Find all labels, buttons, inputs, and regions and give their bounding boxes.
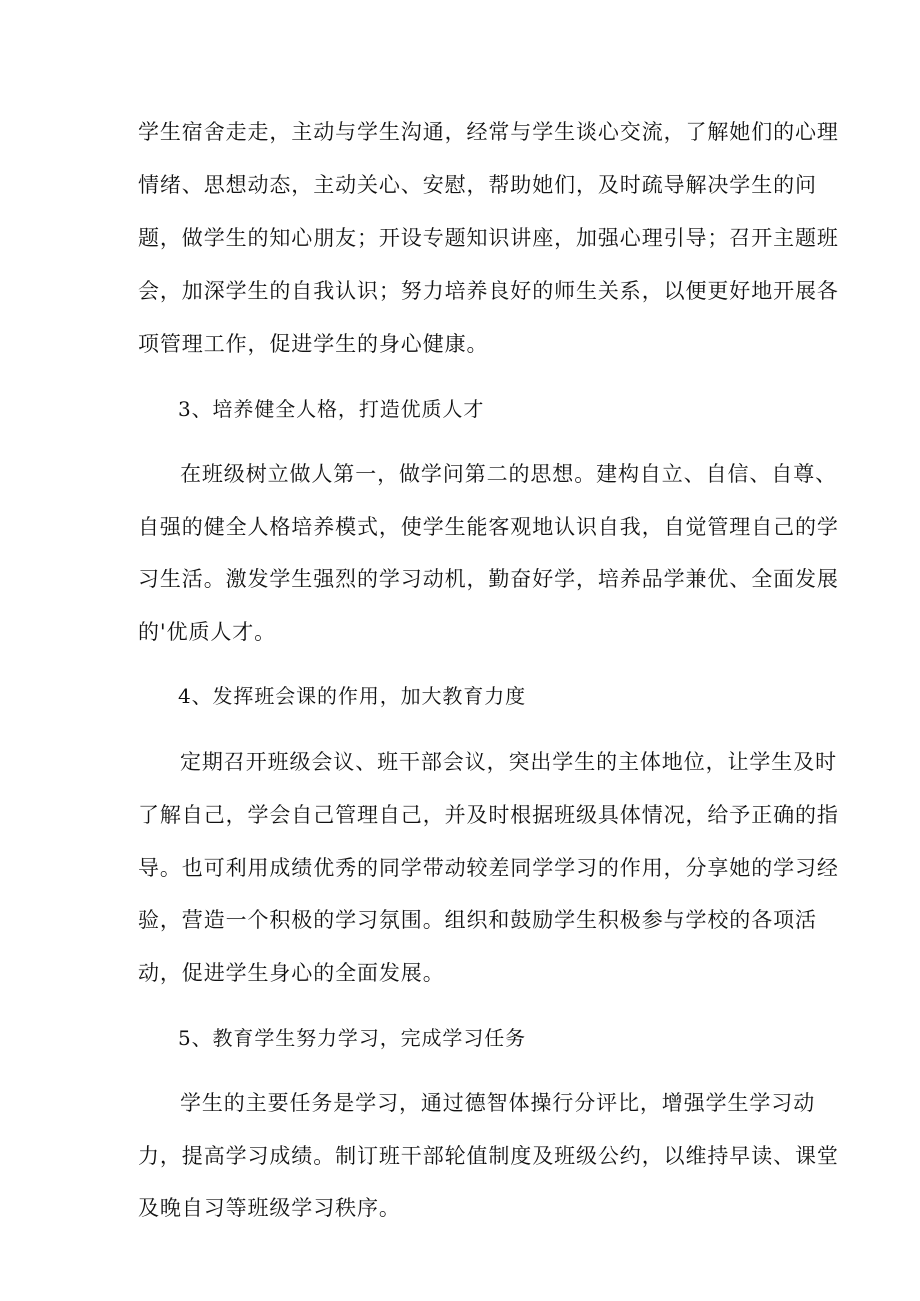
paragraph-line: 情绪、思想动态，主动关心、安慰，帮助她们，及时疏导解决学生的问 <box>138 173 817 197</box>
section-heading-5: 5、教育学生努力学习，完成学习任务 <box>178 1026 527 1050</box>
paragraph-line: 及晚自习等班级学习秩序。 <box>138 1196 401 1220</box>
paragraph-line: 了解自己，学会自己管理自己，并及时根据班级具体情况，给予正确的指 <box>138 803 839 827</box>
paragraph-first-line: 定期召开班级会议、班干部会议，突出学生的主体地位，让学生及时 <box>180 750 837 774</box>
paragraph-first-line: 在班级树立做人第一，做学问第二的思想。建构自立、自信、自尊、 <box>180 462 837 486</box>
paragraph-line: 动，促进学生身心的全面发展。 <box>138 961 445 985</box>
section-heading-3: 3、培养健全人格，打造优质人才 <box>178 397 485 421</box>
paragraph-line: 学生宿舍走走，主动与学生沟通，经常与学生谈心交流，了解她们的心理 <box>138 120 839 144</box>
paragraph-line: 导。也可利用成绩优秀的同学带动较差同学学习的作用，分享她的学习经 <box>138 856 839 880</box>
section-heading-4: 4、发挥班会课的作用，加大教育力度 <box>178 684 527 708</box>
paragraph-first-line: 学生的主要任务是学习，通过德智体操行分评比，增强学生学习动 <box>180 1091 816 1115</box>
paragraph-line: 习生活。激发学生强烈的学习动机，勤奋好学，培养品学兼优、全面发展 <box>138 567 839 591</box>
paragraph-line: 自强的健全人格培养模式，使学生能客观地认识自我，自觉管理自己的学 <box>138 515 839 539</box>
paragraph-line: 力，提高学习成绩。制订班干部轮值制度及班级公约，以维持早读、课堂 <box>138 1144 839 1168</box>
paragraph-line: 验，营造一个积极的学习氛围。组织和鼓励学生积极参与学校的各项活 <box>138 908 817 932</box>
paragraph-line: 会，加深学生的自我认识；努力培养良好的师生关系，以便更好地开展各 <box>138 279 839 303</box>
paragraph-line: 题，做学生的知心朋友；开设专题知识讲座，加强心理引导；召开主题班 <box>138 226 839 250</box>
paragraph-line: 的'优质人才。 <box>138 620 277 644</box>
paragraph-line: 项管理工作，促进学生的身心健康。 <box>138 332 489 356</box>
